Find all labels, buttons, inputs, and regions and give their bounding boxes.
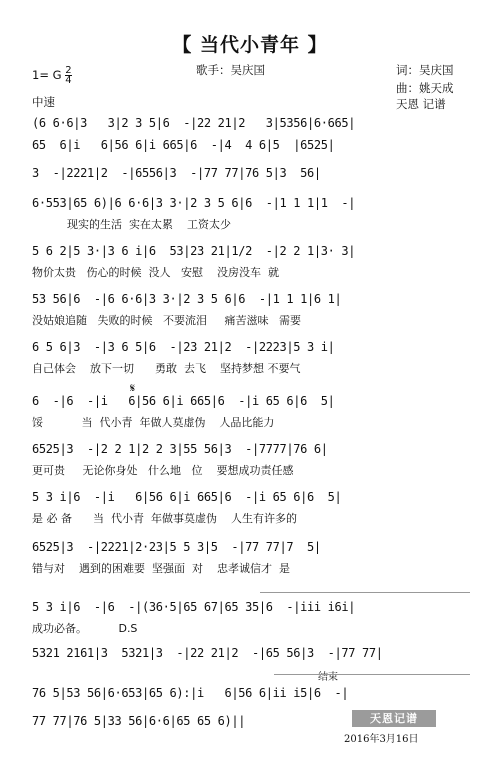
time-signature bbox=[65, 66, 71, 85]
lyric-row: 成功必备。 D.S bbox=[32, 622, 138, 635]
lyric-row: 自己体会 放下一切 勇敢 去飞 坚持梦想 不要气 bbox=[32, 362, 301, 375]
notation-row: 5321 2161|3 5321|3 -|22 21|2 -|65 56|3 -|77 77| bbox=[32, 646, 383, 660]
meter-bottom: 4 bbox=[65, 75, 72, 86]
notation-row: 6525|3 -|2 2 1|2 2 3|55 56|3 -|7777|76 6| bbox=[32, 442, 328, 456]
notation-row: 5 3 i|6 -|i 6|56 6|i 665|6 -|i 65 6|6 5| bbox=[32, 490, 342, 504]
score-line-10 bbox=[32, 490, 472, 526]
notation-row: 6 -|6 -|i 6|56 6|i 665|6 -|i 65 6|6 5| bbox=[32, 394, 335, 408]
score-line-14 bbox=[32, 686, 472, 700]
ending-bracket bbox=[274, 674, 470, 675]
notation-row: 77 77|76 5|33 56|6·6|65 65 6)|| bbox=[32, 714, 246, 728]
lyric-row: 物价太贵 伤心的时候 没人 安慰 没房没车 就 bbox=[32, 266, 279, 279]
notation-row: 53 56|6 -|6 6·6|3 3·|2 3 5 6|6 -|1 1 1|6 1| bbox=[32, 292, 342, 306]
score-line-6 bbox=[32, 292, 472, 328]
tempo-marking: 中速 bbox=[32, 95, 55, 109]
score-line-7 bbox=[32, 340, 472, 376]
song-title: 【 当代小青年 】 bbox=[172, 34, 328, 56]
score-line-4 bbox=[32, 196, 472, 232]
segno-mark: 𝄋 bbox=[130, 381, 136, 395]
transcriber-credit: 天恩 记谱 bbox=[396, 97, 446, 111]
composer-credit: 曲：姚天成 bbox=[396, 81, 454, 95]
score-line-13 bbox=[32, 646, 472, 660]
notation-row: 5 3 i|6 -|6 -|(36·5|65 67|65 35|6 -|iii i6i| bbox=[32, 600, 356, 614]
notation-row: 6 5 6|3 -|3 6 5|6 -|23 21|2 -|2223|5 3 i| bbox=[32, 340, 335, 354]
score-line-12 bbox=[32, 600, 472, 636]
lyric-row: 更可贵 无论你身处 什么地 位 要想成功责任感 bbox=[32, 464, 294, 477]
score-line-3 bbox=[32, 166, 472, 180]
lyric-row: 现实的生活 实在太累 工资太少 bbox=[32, 218, 231, 231]
score-line-8 bbox=[32, 394, 472, 430]
lyric-row: 是 必 备 当 代小青 年做事莫虚伪 人生有许多的 bbox=[32, 512, 297, 525]
meter-top: 2 bbox=[65, 65, 72, 76]
notation-row: 5 6 2|5 3·|3 6 i|6 53|23 21|1/2 -|2 2 1|3· 3| bbox=[32, 244, 356, 258]
notation-row: 6·553|65 6)|6 6·6|3 3·|2 3 5 6|6 -|1 1 1|1 -| bbox=[32, 196, 356, 210]
lyric-row: 没姑娘追随 失败的时候 不要流泪 痛苦滋味 需要 bbox=[32, 314, 301, 327]
score-line-9 bbox=[32, 442, 472, 478]
repeat-bracket bbox=[260, 592, 470, 593]
transcription-date: 2016年3月16日 bbox=[344, 734, 419, 745]
lyric-row: 错与对 遇到的困难要 坚强面 对 忠孝诚信才 是 bbox=[32, 562, 290, 575]
lyricist-credit: 词：吴庆国 bbox=[396, 63, 454, 77]
singer-credit: 歌手：吴庆国 bbox=[196, 63, 265, 77]
ending-label: 结束 bbox=[318, 672, 338, 683]
notation-row: 65 6|i 6|56 6|i 665|6 -|4 4 6|5 |6525| bbox=[32, 138, 335, 152]
notation-row: 6525|3 -|2221|2·23|5 5 3|5 -|77 77|7 5| bbox=[32, 540, 321, 554]
lyric-row: 馁 当 代小青 年做人莫虚伪 人品比能力 bbox=[32, 416, 275, 429]
score-line-5 bbox=[32, 244, 472, 280]
notation-row: (6 6·6|3 3|2 3 5|6 -|22 21|2 3|5356|6·665| bbox=[32, 116, 356, 130]
notation-row: 76 5|53 56|6·653|65 6):|i 6|56 6|ii i5|6 -| bbox=[32, 686, 349, 700]
notation-row: 3 -|2221|2 -|6556|3 -|77 77|76 5|3 56| bbox=[32, 166, 321, 180]
score-line-2 bbox=[32, 138, 472, 152]
score-line-1 bbox=[32, 116, 472, 130]
key-label: 1= G bbox=[32, 68, 62, 82]
score-line-11 bbox=[32, 540, 472, 576]
transcriber-seal: 天恩记谱 bbox=[352, 710, 436, 727]
key-signature bbox=[32, 66, 72, 85]
